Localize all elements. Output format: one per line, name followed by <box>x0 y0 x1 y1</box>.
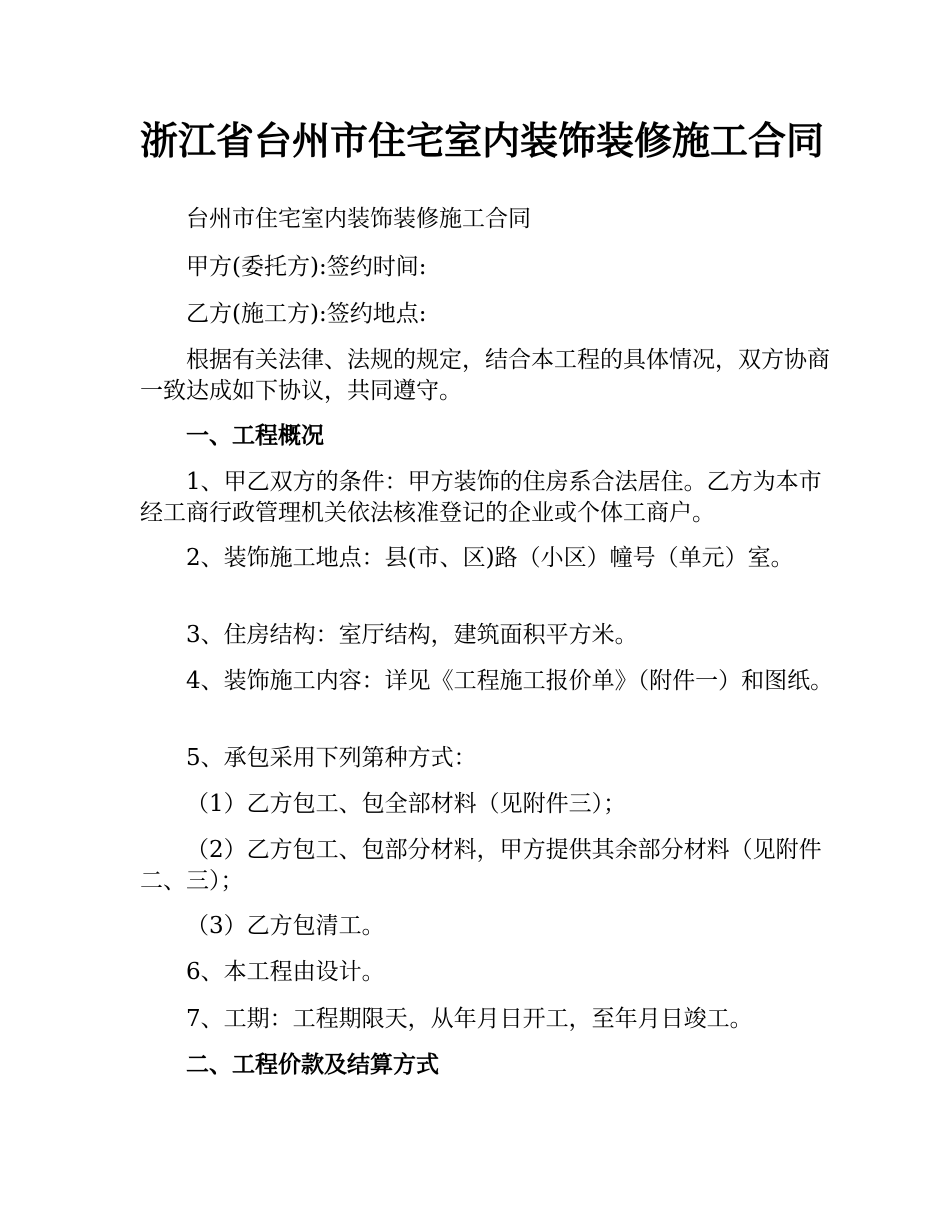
clause-4: 4、装饰施工内容：详见《工程施工报价单》（附件一）和图纸。 <box>186 668 834 694</box>
clause-5: 5、承包采用下列第种方式： <box>186 745 477 771</box>
preamble-paragraph: 根据有关法律、法规的规定，结合本工程的具体情况，双方协商一致达成如下协议，共同遵守。 <box>140 347 830 404</box>
section-heading-2: 二、工程价款及结算方式 <box>186 1052 439 1078</box>
section-heading-1: 一、工程概况 <box>186 423 324 449</box>
clause-6: 6、本工程由设计。 <box>186 959 385 985</box>
clause-3: 3、住房结构：室厅结构，建筑面积平方米。 <box>186 622 638 648</box>
party-a-line: 甲方(委托方):签约时间: <box>186 254 427 280</box>
clause-1: 1、甲乙双方的条件：甲方装饰的住房系合法居住。乙方为本市经工商行政管理机关依法核准登记的企业或个体工商户。 <box>140 469 822 526</box>
contract-name-line: 台州市住宅室内装饰装修施工合同 <box>186 206 531 232</box>
clause-2: 2、装饰施工地点：县(市、区)路（小区）幢号（单元）室。 <box>186 545 794 571</box>
option-3: （3）乙方包清工。 <box>186 913 385 939</box>
option-1: （1）乙方包工、包全部材料（见附件三）； <box>186 791 627 817</box>
option-2: （2）乙方包工、包部分材料，甲方提供其余部分材料（见附件二、三）； <box>140 837 822 894</box>
document-title: 浙江省台州市住宅室内装饰装修施工合同 <box>140 119 825 163</box>
party-b-line: 乙方(施工方):签约地点: <box>186 301 427 327</box>
clause-7: 7、工期：工程期限天，从年月日开工，至年月日竣工。 <box>186 1006 753 1032</box>
